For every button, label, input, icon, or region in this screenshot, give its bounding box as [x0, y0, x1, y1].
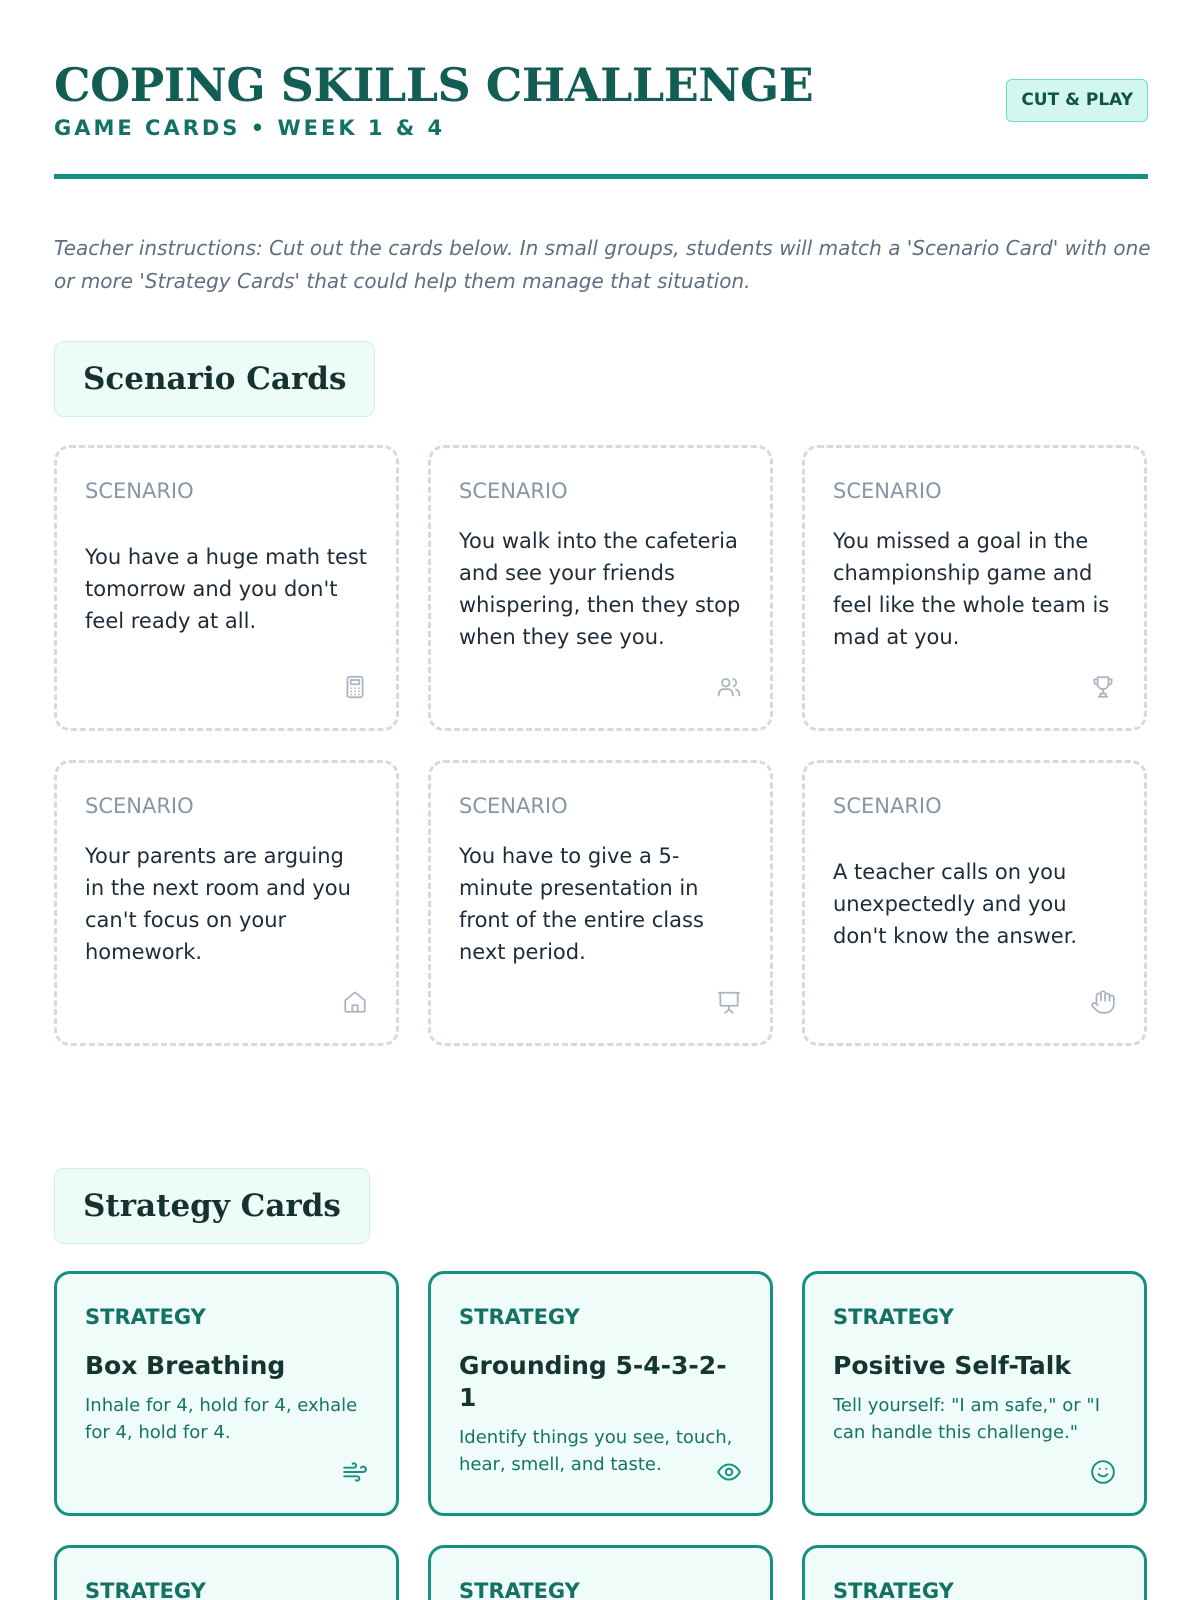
strategy-kicker: STRATEGY — [85, 1579, 206, 1600]
scenario-text: Your parents are arguing in the next room and you can't focus on your homework. — [85, 844, 351, 964]
strategy-title: Grounding 5-4-3-2-1 — [459, 1351, 727, 1412]
strategy-card[interactable] — [54, 1271, 399, 1516]
scenario-kicker: SCENARIO — [85, 479, 194, 503]
scenario-text: You missed a goal in the championship game and feel like the whole team is mad at you. — [833, 529, 1110, 649]
strategy-section-heading: Strategy Cards — [54, 1168, 370, 1244]
scenario-text: You have a huge math test tomorrow and you don't feel ready at all. — [85, 545, 368, 633]
strategy-description: Tell yourself: "I am safe," or "I can handle this challenge." — [833, 1395, 1101, 1443]
strategy-kicker: STRATEGY — [833, 1579, 954, 1600]
home-icon — [342, 989, 368, 1015]
scenario-kicker: SCENARIO — [833, 794, 942, 818]
strategy-title: Positive Self-Talk — [833, 1351, 1071, 1380]
page-header — [54, 54, 1148, 180]
scenario-section-heading: Scenario Cards — [54, 341, 375, 417]
strategy-description: Identify things you see, touch, hear, smell, and taste. — [459, 1427, 733, 1475]
strategy-title: Box Breathing — [85, 1351, 286, 1380]
scenario-text: A teacher calls on you unexpectedly and you don't know the answer. — [833, 860, 1078, 948]
strategy-card[interactable] — [802, 1271, 1147, 1516]
scenario-text: You walk into the cafeteria and see your friends whispering, then they stop when they see you. — [459, 529, 741, 649]
strategy-kicker: STRATEGY — [459, 1579, 580, 1600]
strategy-card-grid — [54, 1271, 1148, 1600]
header-divider — [54, 174, 1148, 179]
strategy-kicker: STRATEGY — [459, 1305, 580, 1329]
scenario-card[interactable] — [54, 445, 399, 731]
scenario-card[interactable] — [802, 445, 1147, 731]
teacher-instructions: Teacher instructions: Cut out the cards below. In small groups, students will match a 'Scenario Card' with one or more 'Strategy Cards' that could help them manage that situation. — [54, 236, 1151, 293]
scenario-card[interactable] — [428, 445, 773, 731]
trophy-icon — [1090, 674, 1116, 700]
scenario-text: You have to give a 5-minute presentation in front of the entire class next period. — [459, 844, 704, 964]
presentation-icon — [716, 989, 742, 1015]
eye-icon — [716, 1459, 742, 1485]
strategy-kicker: STRATEGY — [85, 1305, 206, 1329]
users-icon — [716, 674, 742, 700]
strategy-card[interactable] — [802, 1545, 1147, 1600]
scenario-kicker: SCENARIO — [85, 794, 194, 818]
strategy-description: Inhale for 4, hold for 4, exhale for 4, hold for 4. — [85, 1395, 358, 1443]
scenario-card-grid — [54, 445, 1148, 1046]
strategy-card[interactable] — [54, 1545, 399, 1600]
cut-and-play-badge: CUT & PLAY — [1006, 79, 1148, 122]
scenario-card[interactable] — [802, 760, 1147, 1046]
page-title: COPING SKILLS CHALLENGE — [54, 58, 814, 112]
calculator-icon — [342, 674, 368, 700]
scenario-kicker: SCENARIO — [459, 479, 568, 503]
scenario-kicker: SCENARIO — [833, 479, 942, 503]
strategy-card[interactable] — [428, 1545, 773, 1600]
hand-icon — [1090, 989, 1116, 1015]
strategy-card[interactable] — [428, 1271, 773, 1516]
page-subtitle: GAME CARDS • WEEK 1 & 4 — [54, 116, 446, 140]
scenario-kicker: SCENARIO — [459, 794, 568, 818]
wind-icon — [342, 1459, 368, 1485]
scenario-card[interactable] — [54, 760, 399, 1046]
scenario-card[interactable] — [428, 760, 773, 1046]
strategy-kicker: STRATEGY — [833, 1305, 954, 1329]
smile-icon — [1090, 1459, 1116, 1485]
